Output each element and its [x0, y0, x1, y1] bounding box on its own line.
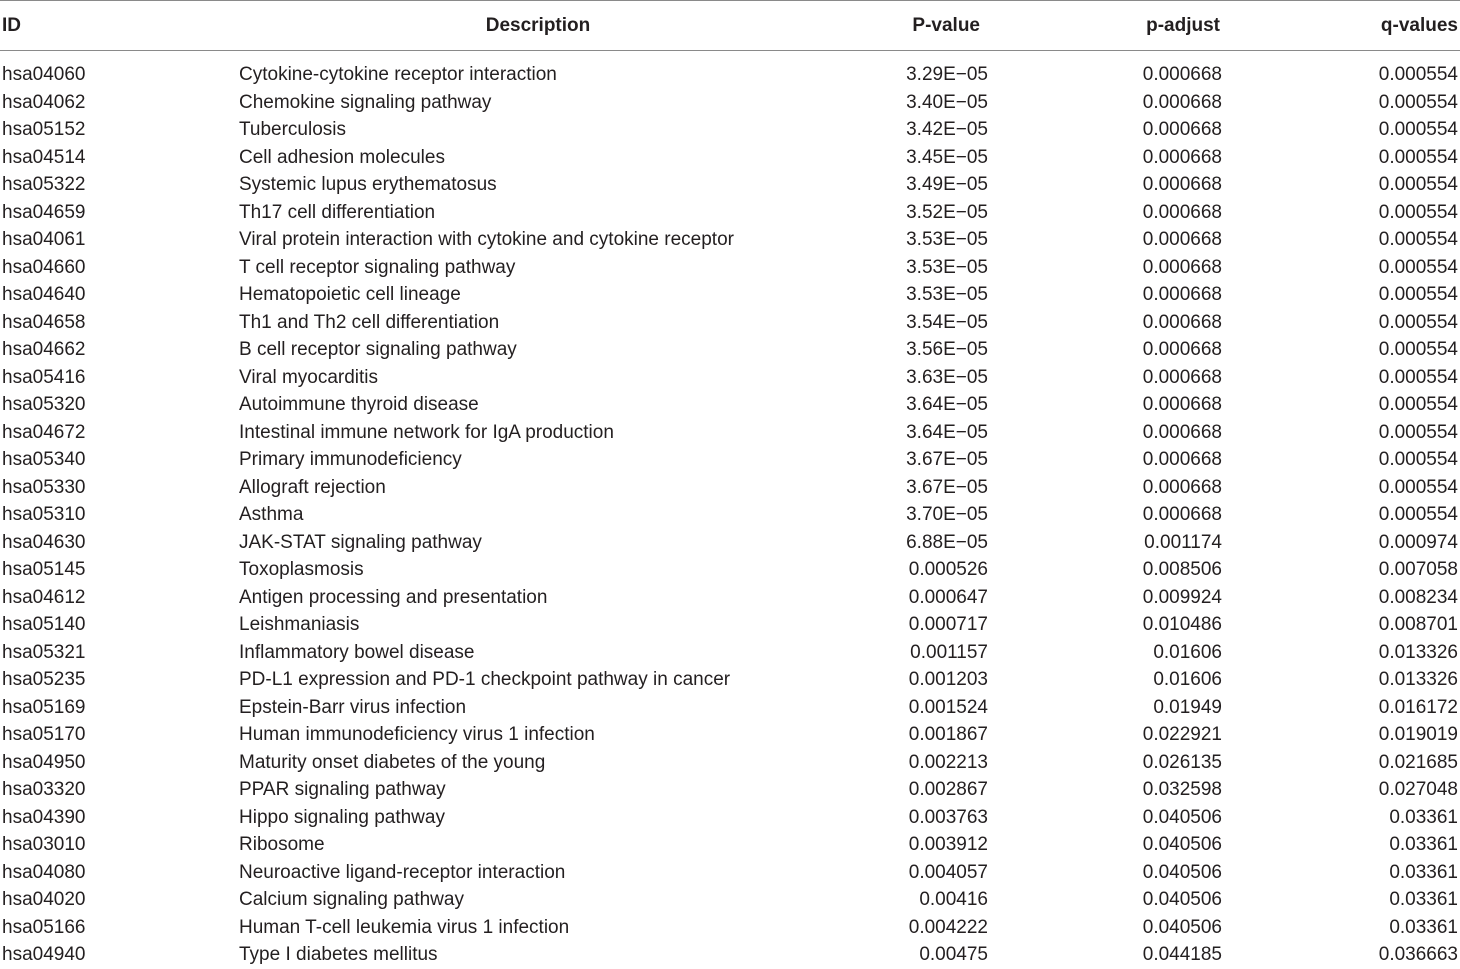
table-row	[0, 749, 1460, 777]
table-row	[0, 666, 1460, 694]
column-header-id: ID	[2, 14, 21, 36]
table-row	[0, 474, 1460, 502]
cell-qvalues: 0.03361	[1389, 806, 1458, 828]
cell-pvalue: 3.40E−05	[906, 91, 988, 113]
cell-qvalues: 0.007058	[1378, 559, 1458, 580]
cell-id: hsa04658	[2, 311, 86, 333]
cell-pvalue: 0.002213	[908, 751, 988, 773]
table-row	[0, 419, 1460, 447]
cell-pvalue: 0.000717	[908, 614, 988, 635]
table-row	[0, 336, 1460, 364]
cell-padjust: 0.000668	[1142, 64, 1222, 85]
cell-id: hsa05310	[2, 504, 86, 525]
table-header	[0, 0, 1460, 51]
table-row	[0, 886, 1460, 914]
cell-padjust: 0.040506	[1142, 861, 1222, 883]
cell-id: hsa04612	[2, 586, 86, 608]
cell-description: Systemic lupus erythematosus	[239, 174, 497, 195]
table-row	[0, 941, 1460, 969]
cell-qvalues: 0.000554	[1378, 256, 1458, 278]
cell-id: hsa04080	[2, 861, 86, 883]
cell-qvalues: 0.008234	[1378, 586, 1458, 608]
cell-padjust: 0.000668	[1142, 394, 1222, 415]
table-row	[0, 391, 1460, 419]
cell-description: Allograft rejection	[239, 476, 386, 498]
cell-id: hsa04062	[2, 91, 86, 113]
cell-description: Epstein-Barr virus infection	[239, 696, 467, 718]
cell-pvalue: 0.001157	[910, 641, 988, 663]
cell-id: hsa04630	[2, 531, 86, 553]
cell-id: hsa04060	[2, 64, 86, 85]
cell-qvalues: 0.000554	[1378, 311, 1458, 333]
cell-padjust: 0.000668	[1142, 311, 1222, 333]
table-row	[0, 776, 1460, 804]
cell-description: Maturity onset diabetes of the young	[239, 751, 546, 773]
cell-id: hsa03010	[2, 834, 86, 855]
cell-description: Leishmaniasis	[239, 614, 360, 635]
cell-id: hsa05169	[2, 696, 86, 718]
cell-padjust: 0.000668	[1142, 339, 1222, 360]
cell-description: Toxoplasmosis	[239, 559, 364, 580]
cell-description: PD-L1 expression and PD-1 checkpoint pathway in cancer	[239, 669, 731, 690]
cell-padjust: 0.040506	[1142, 889, 1222, 910]
cell-qvalues: 0.021685	[1378, 751, 1458, 773]
cell-description: Neuroactive ligand-receptor interaction	[239, 861, 566, 883]
cell-description: Antigen processing and presentation	[239, 586, 548, 608]
cell-pvalue: 3.64E−05	[906, 421, 988, 443]
table-row	[0, 914, 1460, 942]
column-header-pvalue: P-value	[912, 14, 980, 36]
cell-padjust: 0.000668	[1142, 256, 1222, 278]
cell-qvalues: 0.000554	[1378, 91, 1458, 113]
cell-description: Ribosome	[239, 834, 325, 855]
cell-pvalue: 3.67E−05	[906, 476, 988, 498]
table-row	[0, 254, 1460, 282]
cell-pvalue: 3.67E−05	[906, 449, 988, 470]
cell-padjust: 0.000668	[1142, 504, 1222, 525]
cell-qvalues: 0.000554	[1378, 201, 1458, 223]
cell-id: hsa04640	[2, 284, 86, 305]
cell-padjust: 0.040506	[1142, 834, 1222, 855]
cell-description: JAK-STAT signaling pathway	[239, 531, 482, 553]
cell-qvalues: 0.019019	[1378, 724, 1458, 745]
cell-padjust: 0.001174	[1144, 531, 1222, 553]
cell-qvalues: 0.008701	[1378, 614, 1458, 635]
cell-padjust: 0.000668	[1142, 91, 1222, 113]
cell-pvalue: 0.001203	[908, 669, 988, 690]
cell-id: hsa05322	[2, 174, 86, 195]
cell-description: Human immunodeficiency virus 1 infection	[239, 724, 595, 745]
cell-padjust: 0.040506	[1142, 806, 1222, 828]
cell-id: hsa05416	[2, 366, 86, 388]
cell-pvalue: 3.54E−05	[906, 311, 988, 333]
cell-qvalues: 0.000554	[1378, 229, 1458, 250]
cell-id: hsa04950	[2, 751, 86, 773]
column-header-padjust: p-adjust	[1146, 14, 1220, 36]
cell-description: Human T-cell leukemia virus 1 infection	[239, 916, 570, 938]
cell-pvalue: 0.004057	[908, 861, 988, 883]
cell-id: hsa05170	[2, 724, 86, 745]
table-row	[0, 804, 1460, 832]
cell-id: hsa05235	[2, 669, 86, 690]
cell-pvalue: 3.64E−05	[906, 394, 988, 415]
table-row	[0, 529, 1460, 557]
cell-id: hsa04659	[2, 201, 86, 223]
cell-id: hsa04660	[2, 256, 86, 278]
cell-pvalue: 3.53E−05	[906, 284, 988, 305]
cell-description: Viral protein interaction with cytokine and cytokine receptor	[239, 229, 734, 250]
cell-padjust: 0.009924	[1142, 586, 1222, 608]
cell-id: hsa04390	[2, 806, 86, 828]
cell-pvalue: 0.003763	[908, 806, 988, 828]
cell-padjust: 0.01606	[1153, 641, 1222, 663]
table-row	[0, 281, 1460, 309]
cell-pvalue: 0.001524	[908, 696, 988, 718]
table-row	[0, 584, 1460, 612]
cell-padjust: 0.01606	[1153, 669, 1222, 690]
cell-qvalues: 0.000554	[1378, 339, 1458, 360]
table-row	[0, 831, 1460, 859]
cell-padjust: 0.000668	[1142, 449, 1222, 470]
cell-id: hsa04061	[2, 229, 86, 250]
table-row	[0, 51, 1460, 89]
table-row	[0, 556, 1460, 584]
cell-id: hsa05152	[2, 119, 86, 140]
cell-description: Autoimmune thyroid disease	[239, 394, 479, 415]
cell-qvalues: 0.000554	[1378, 421, 1458, 443]
cell-id: hsa04940	[2, 944, 86, 965]
table-body	[0, 51, 1460, 969]
cell-description: Asthma	[239, 504, 304, 525]
cell-qvalues: 0.016172	[1378, 696, 1458, 718]
table-row	[0, 639, 1460, 667]
cell-pvalue: 0.00475	[919, 944, 988, 965]
cell-qvalues: 0.000554	[1378, 449, 1458, 470]
cell-padjust: 0.000668	[1142, 229, 1222, 250]
cell-description: T cell receptor signaling pathway	[239, 256, 516, 278]
cell-description: PPAR signaling pathway	[239, 779, 446, 800]
cell-pvalue: 0.000526	[908, 559, 988, 580]
cell-description: Calcium signaling pathway	[239, 889, 464, 910]
cell-qvalues: 0.03361	[1389, 889, 1458, 910]
cell-qvalues: 0.027048	[1378, 779, 1458, 800]
cell-id: hsa05330	[2, 476, 86, 498]
cell-pvalue: 3.49E−05	[906, 174, 988, 195]
cell-id: hsa05340	[2, 449, 86, 470]
table-row	[0, 144, 1460, 172]
cell-qvalues: 0.000554	[1378, 394, 1458, 415]
cell-pvalue: 0.002867	[908, 779, 988, 800]
cell-pvalue: 3.45E−05	[906, 146, 988, 168]
cell-description: Chemokine signaling pathway	[239, 91, 492, 113]
cell-qvalues: 0.000554	[1378, 284, 1458, 305]
cell-pvalue: 3.56E−05	[906, 339, 988, 360]
table-row	[0, 501, 1460, 529]
cell-id: hsa04020	[2, 889, 86, 910]
cell-description: Th1 and Th2 cell differentiation	[239, 311, 500, 333]
cell-qvalues: 0.000554	[1378, 366, 1458, 388]
cell-pvalue: 3.53E−05	[906, 229, 988, 250]
table-row	[0, 89, 1460, 117]
cell-padjust: 0.044185	[1142, 944, 1222, 965]
cell-pvalue: 0.000647	[908, 586, 988, 608]
table-row	[0, 309, 1460, 337]
cell-id: hsa04662	[2, 339, 86, 360]
cell-description: Th17 cell differentiation	[239, 201, 436, 223]
table-row	[0, 446, 1460, 474]
cell-pvalue: 3.29E−05	[906, 64, 988, 85]
cell-padjust: 0.008506	[1142, 559, 1222, 580]
cell-padjust: 0.022921	[1142, 724, 1222, 745]
cell-padjust: 0.000668	[1142, 119, 1222, 140]
cell-description: Hematopoietic cell lineage	[239, 284, 461, 305]
cell-id: hsa03320	[2, 779, 86, 800]
table-row	[0, 694, 1460, 722]
cell-padjust: 0.000668	[1142, 284, 1222, 305]
table-row	[0, 611, 1460, 639]
table-row	[0, 859, 1460, 887]
cell-qvalues: 0.000554	[1378, 504, 1458, 525]
cell-description: Tuberculosis	[239, 119, 347, 140]
table-row	[0, 116, 1460, 144]
cell-pvalue: 3.63E−05	[906, 366, 988, 388]
cell-pvalue: 0.003912	[908, 834, 988, 855]
cell-qvalues: 0.000554	[1378, 146, 1458, 168]
cell-padjust: 0.000668	[1142, 201, 1222, 223]
column-header-qvalues: q-values	[1380, 14, 1458, 36]
cell-pvalue: 3.70E−05	[906, 504, 988, 525]
cell-qvalues: 0.000554	[1378, 64, 1458, 85]
cell-padjust: 0.01949	[1153, 696, 1222, 718]
cell-padjust: 0.000668	[1142, 146, 1222, 168]
cell-pvalue: 0.00416	[919, 889, 988, 910]
cell-pvalue: 0.001867	[908, 724, 988, 745]
cell-qvalues: 0.036663	[1378, 944, 1458, 965]
cell-description: Intestinal immune network for IgA production	[239, 421, 614, 443]
cell-id: hsa05140	[2, 614, 86, 635]
cell-qvalues: 0.000974	[1378, 531, 1458, 553]
cell-pvalue: 0.004222	[908, 916, 988, 938]
cell-padjust: 0.032598	[1142, 779, 1222, 800]
cell-description: Hippo signaling pathway	[239, 806, 445, 828]
table-row	[0, 199, 1460, 227]
cell-description: Cell adhesion molecules	[239, 146, 445, 168]
cell-description: B cell receptor signaling pathway	[239, 339, 517, 360]
cell-padjust: 0.000668	[1142, 476, 1222, 498]
column-header-description: Description	[485, 14, 591, 36]
cell-description: Inflammatory bowel disease	[239, 641, 475, 663]
cell-qvalues: 0.03361	[1389, 834, 1458, 855]
cell-description: Primary immunodeficiency	[239, 449, 462, 470]
cell-padjust: 0.000668	[1142, 421, 1222, 443]
cell-id: hsa04514	[2, 146, 86, 168]
table-row	[0, 226, 1460, 254]
cell-pvalue: 6.88E−05	[906, 531, 988, 553]
cell-padjust: 0.040506	[1142, 916, 1222, 938]
cell-id: hsa05166	[2, 916, 86, 938]
table-row	[0, 721, 1460, 749]
cell-qvalues: 0.03361	[1389, 861, 1458, 883]
cell-qvalues: 0.000554	[1378, 119, 1458, 140]
cell-padjust: 0.010486	[1142, 614, 1222, 635]
cell-padjust: 0.000668	[1142, 174, 1222, 195]
cell-id: hsa05321	[2, 641, 86, 663]
cell-id: hsa05320	[2, 394, 86, 415]
cell-description: Viral myocarditis	[239, 366, 379, 388]
cell-description: Type I diabetes mellitus	[239, 944, 438, 965]
cell-pvalue: 3.53E−05	[906, 256, 988, 278]
cell-pvalue: 3.52E−05	[906, 201, 988, 223]
cell-qvalues: 0.000554	[1378, 174, 1458, 195]
cell-qvalues: 0.013326	[1378, 669, 1458, 690]
table-row	[0, 364, 1460, 392]
table-row	[0, 171, 1460, 199]
cell-id: hsa05145	[2, 559, 86, 580]
cell-padjust: 0.026135	[1142, 751, 1222, 773]
cell-description: Cytokine-cytokine receptor interaction	[239, 64, 557, 85]
cell-qvalues: 0.03361	[1389, 916, 1458, 938]
cell-pvalue: 3.42E−05	[906, 119, 988, 140]
cell-qvalues: 0.000554	[1378, 476, 1458, 498]
cell-padjust: 0.000668	[1142, 366, 1222, 388]
header-row	[0, 0, 1460, 51]
cell-id: hsa04672	[2, 421, 86, 443]
cell-qvalues: 0.013326	[1378, 641, 1458, 663]
